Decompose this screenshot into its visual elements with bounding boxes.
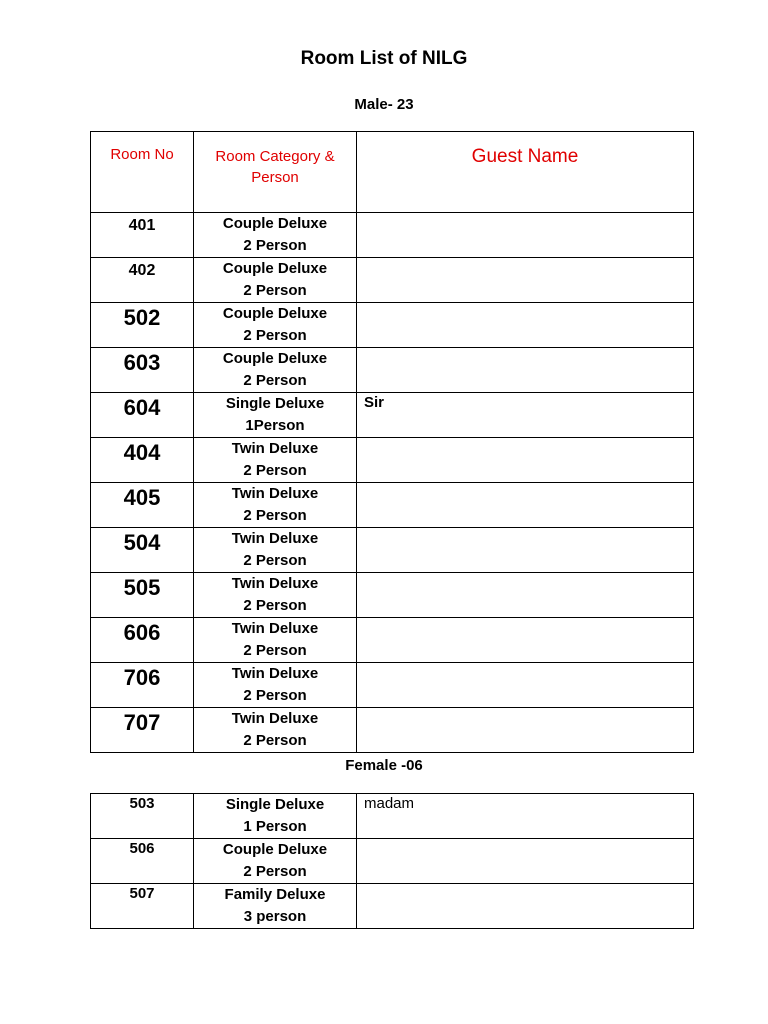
room-category-cell (194, 528, 357, 573)
room-category-cell (194, 438, 357, 483)
male-room-table (90, 131, 694, 753)
room-category-cell (194, 794, 357, 839)
guest-name: madam (357, 794, 694, 839)
female-room-table (90, 793, 694, 929)
guest-name (357, 303, 694, 348)
room-category-cell (194, 618, 357, 663)
room-persons: 2 Person (243, 642, 307, 659)
room-number: 507 (91, 884, 194, 929)
female-heading: Female -06 (345, 757, 423, 774)
room-category: Twin Deluxe (231, 620, 319, 637)
room-number: 502 (91, 303, 194, 348)
guest-name (357, 348, 694, 393)
male-heading: Male- 23 (354, 96, 414, 113)
room-persons: 2 Person (243, 282, 307, 299)
male-room-row (91, 258, 694, 303)
room-persons: 2 Person (243, 462, 307, 479)
room-persons: 2 Person (243, 687, 307, 704)
female-room-row (91, 839, 694, 884)
guest-name: Sir (357, 393, 694, 438)
room-category: Single Deluxe (225, 796, 325, 813)
room-category: Twin Deluxe (231, 665, 319, 682)
room-category-cell (194, 708, 357, 753)
page-title: Room List of NILG (300, 48, 468, 69)
room-category: Single Deluxe (225, 395, 325, 412)
male-room-row (91, 483, 694, 528)
room-persons: 2 Person (243, 732, 307, 749)
room-category-cell (194, 839, 357, 884)
male-room-row (91, 438, 694, 483)
header-room-category: Room Category & Person (194, 132, 357, 213)
room-number: 405 (91, 483, 194, 528)
male-room-row (91, 303, 694, 348)
room-category: Twin Deluxe (231, 575, 319, 592)
room-category: Family Deluxe (224, 886, 326, 903)
room-persons: 1 Person (243, 818, 307, 835)
female-room-row (91, 794, 694, 839)
female-room-row (91, 884, 694, 929)
room-category-cell (194, 348, 357, 393)
room-persons: 2 Person (243, 327, 307, 344)
room-number: 505 (91, 573, 194, 618)
room-persons: 3 person (243, 908, 307, 925)
room-number: 404 (91, 438, 194, 483)
room-category-cell (194, 663, 357, 708)
room-category: Twin Deluxe (231, 530, 319, 547)
room-category-cell (194, 303, 357, 348)
room-category-cell (194, 483, 357, 528)
room-persons: 1Person (245, 417, 305, 434)
room-number: 706 (91, 663, 194, 708)
room-category: Twin Deluxe (231, 485, 319, 502)
guest-name (357, 528, 694, 573)
male-room-row (91, 573, 694, 618)
room-number: 603 (91, 348, 194, 393)
room-persons: 2 Person (243, 372, 307, 389)
room-category: Couple Deluxe (222, 260, 328, 277)
room-category: Couple Deluxe (222, 841, 328, 858)
room-category: Couple Deluxe (222, 350, 328, 367)
guest-name (357, 884, 694, 929)
room-number: 506 (91, 839, 194, 884)
room-number: 707 (91, 708, 194, 753)
room-number: 401 (91, 213, 194, 258)
guest-name (357, 573, 694, 618)
guest-name (357, 663, 694, 708)
room-category-cell (194, 393, 357, 438)
room-persons: 2 Person (243, 237, 307, 254)
guest-name (357, 213, 694, 258)
room-persons: 2 Person (243, 507, 307, 524)
room-persons: 2 Person (243, 597, 307, 614)
room-category: Couple Deluxe (222, 305, 328, 322)
table-header-row (91, 132, 694, 213)
guest-name (357, 483, 694, 528)
room-number: 604 (91, 393, 194, 438)
room-number: 402 (91, 258, 194, 303)
guest-name (357, 618, 694, 663)
room-number: 606 (91, 618, 194, 663)
male-room-row (91, 528, 694, 573)
male-room-row (91, 213, 694, 258)
male-room-row (91, 348, 694, 393)
room-category: Couple Deluxe (222, 215, 328, 232)
header-room-no: Room No (91, 132, 194, 213)
room-category: Twin Deluxe (231, 440, 319, 457)
room-category-cell (194, 573, 357, 618)
male-room-row (91, 663, 694, 708)
guest-name (357, 258, 694, 303)
male-room-row (91, 618, 694, 663)
room-number: 503 (91, 794, 194, 839)
header-guest-name: Guest Name (357, 132, 694, 213)
guest-name (357, 839, 694, 884)
room-category: Twin Deluxe (231, 710, 319, 727)
room-category-cell (194, 258, 357, 303)
male-room-row (91, 393, 694, 438)
room-persons: 2 Person (243, 552, 307, 569)
room-number: 504 (91, 528, 194, 573)
room-category-cell (194, 213, 357, 258)
guest-name (357, 438, 694, 483)
room-category-cell (194, 884, 357, 929)
male-room-row (91, 708, 694, 753)
room-persons: 2 Person (243, 863, 307, 880)
guest-name (357, 708, 694, 753)
